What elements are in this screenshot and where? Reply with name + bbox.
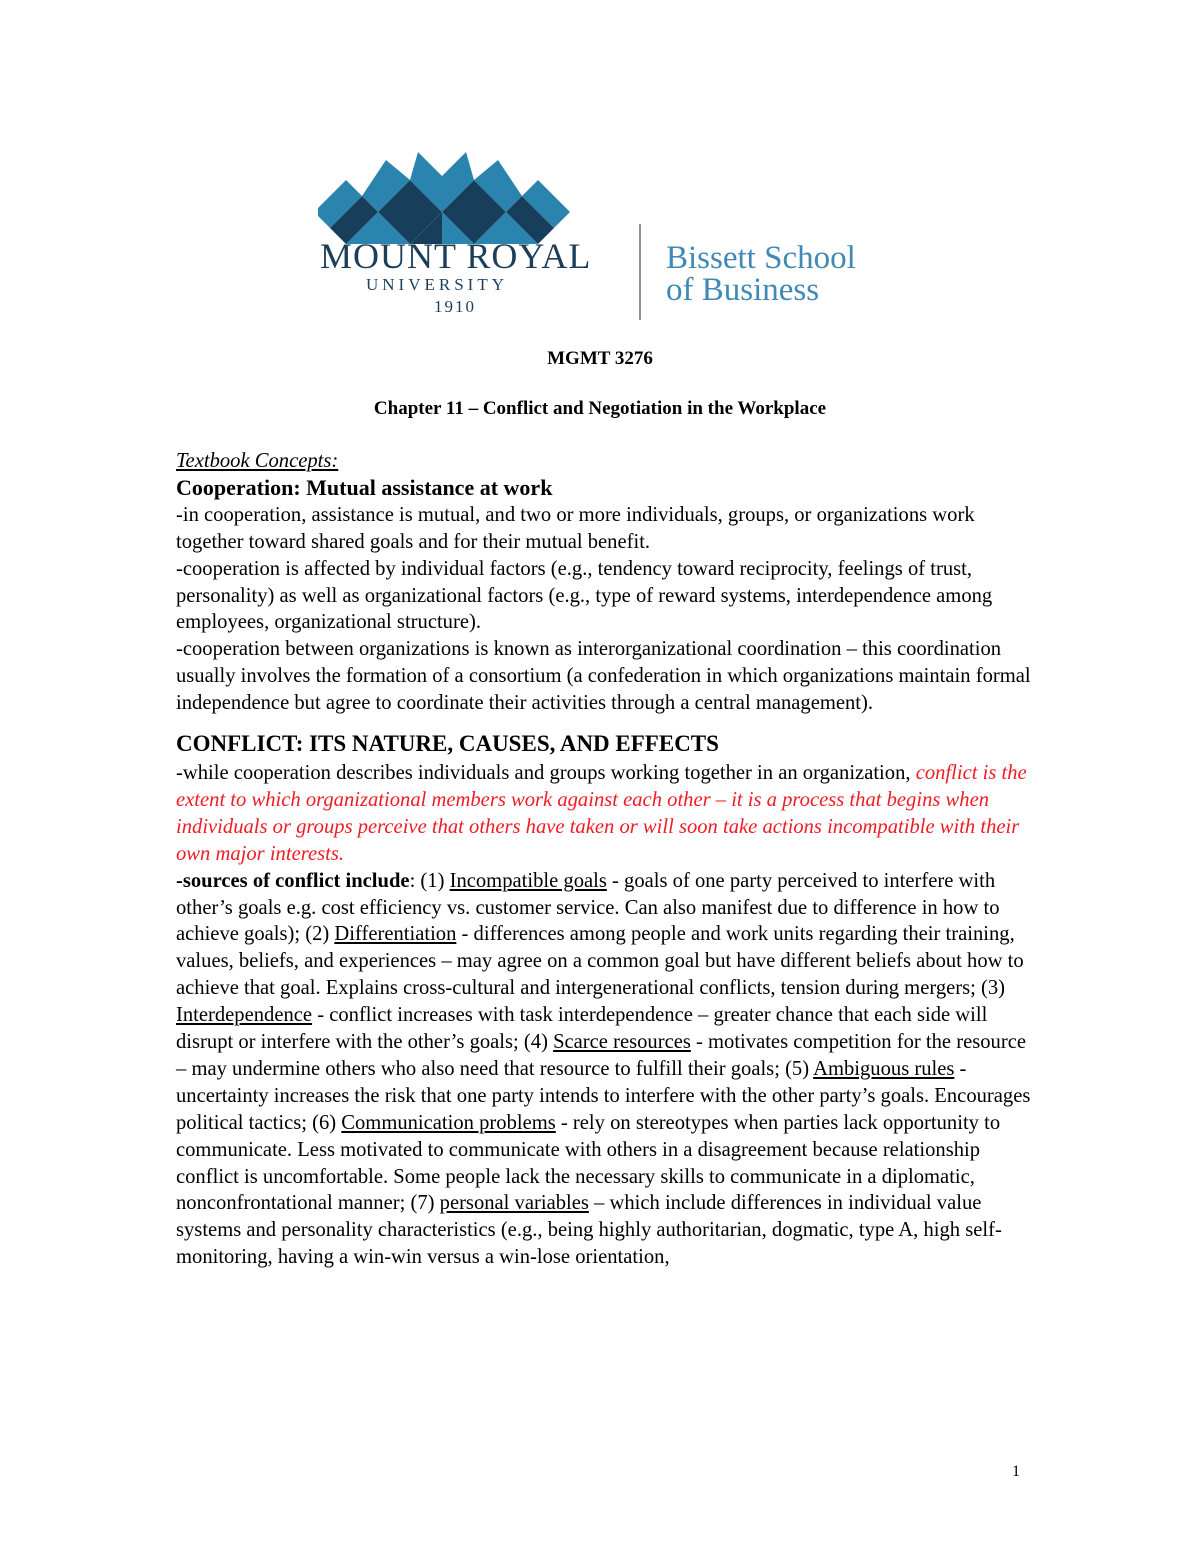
logo-school-line2: of Business [666,272,820,308]
source-term-scarce-resources: Scarce resources [553,1031,691,1054]
source-text: - differences among people and work units regarding their training, values, beliefs, and experiences – may agree on a common goal but have different beliefs about how to achieve that goal. Explains cross-cultural and intergenerational conflicts, tension during mergers; (3) [176,923,1024,1000]
conflict-heading: CONFLICT: ITS NATURE, CAUSES, AND EFFECTS [176,731,719,757]
source-term-ambiguous-rules: Ambiguous rules [813,1057,955,1080]
logo-university-name: MOUNT ROYAL [320,236,592,276]
cooperation-paragraph-2: -cooperation is affected by individual factors (e.g., tendency toward reciprocity, feelings of trust, personality) as well as organizational factors (e.g., type of reward systems, interdependence among employees, organizational structure). [176,557,993,634]
cooperation-heading: Cooperation: Mutual assistance at work [176,474,553,500]
source-text: - uncertainty increases the risk that one party intends to interfere with the other party’s goals. Encourages political tactics; (6) [176,1057,1031,1134]
cooperation-paragraph-1: -in cooperation, assistance is mutual, and two or more individuals, groups, or organizations work together toward shared goals and for their mutual benefit. [176,503,975,553]
cooperation-paragraph-3: -cooperation between organizations is known as interorganizational coordination – this coordination usually involves the formation of a consortium (a confederation in which organizations maintain formal independence but agree to coordinate their activities through a central management). [176,638,1031,715]
sources-label: -sources of conflict include [176,869,410,892]
logo-university-subtitle: UNIVERSITY [366,275,508,294]
source-term-communication-problems: Communication problems [341,1111,556,1134]
conflict-sources [176,868,1036,1272]
conflict-intro-text: -while cooperation describes individuals and groups working together in an organization, [176,761,911,784]
logo-school-line1: Bissett School [666,240,856,276]
page-number: 1 [1012,1463,1020,1480]
conflict-intro [176,760,1036,868]
source-text: - motivates competition for the resource – may undermine others who also need that resource to fulfill their goals; (5) [176,1031,1026,1080]
source-term-differentiation: Differentiation [334,923,457,946]
source-text: - goals of one party perceived to interfere with other’s goals e.g. cost efficiency vs. customer service. Can also manifest due to difference in how to achieve goals); (2) [176,869,1000,946]
section-label: Textbook Concepts: [176,450,339,472]
source-1-number: : (1) [409,869,450,892]
source-term-interdependence: Interdependence [176,1004,313,1027]
source-term-incompatible-goals: Incompatible goals [449,869,607,892]
logo-founded-year: 1910 [434,297,476,316]
conflict-definition: conflict is the extent to which organizational members work against each other – it is a process that begins when individuals or groups perceive that others have taken or will soon take actions incompatible with their own major interests. [176,761,1027,865]
source-term-personal-variables: personal variables [439,1192,589,1215]
source-text: - conflict increases with task interdependence – greater chance that each side will disrupt or interfere with the other’s goals; (4) [176,1004,988,1054]
chapter-title: Chapter 11 – Conflict and Negotiation in the Workplace [373,398,827,419]
logo-mark-icon [318,138,878,324]
university-logo [318,138,878,324]
course-code: MGMT 3276 [547,348,653,369]
document-body [176,448,1036,1271]
source-text: – which include differences in individual value systems and personality characteristics (e.g., being highly authoritarian, dogmatic, type A, high self-monitoring, having a win-win versus a win-lose orientation, [176,1192,1002,1269]
source-text: - rely on stereotypes when parties lack opportunity to communicate. Less motivated to communicate with others in a disagreement because relationship conflict is uncomfortable. Some people lack the necessary skills to communicate in a diplomatic, nonconfrontational manner; (7) [176,1111,1001,1215]
